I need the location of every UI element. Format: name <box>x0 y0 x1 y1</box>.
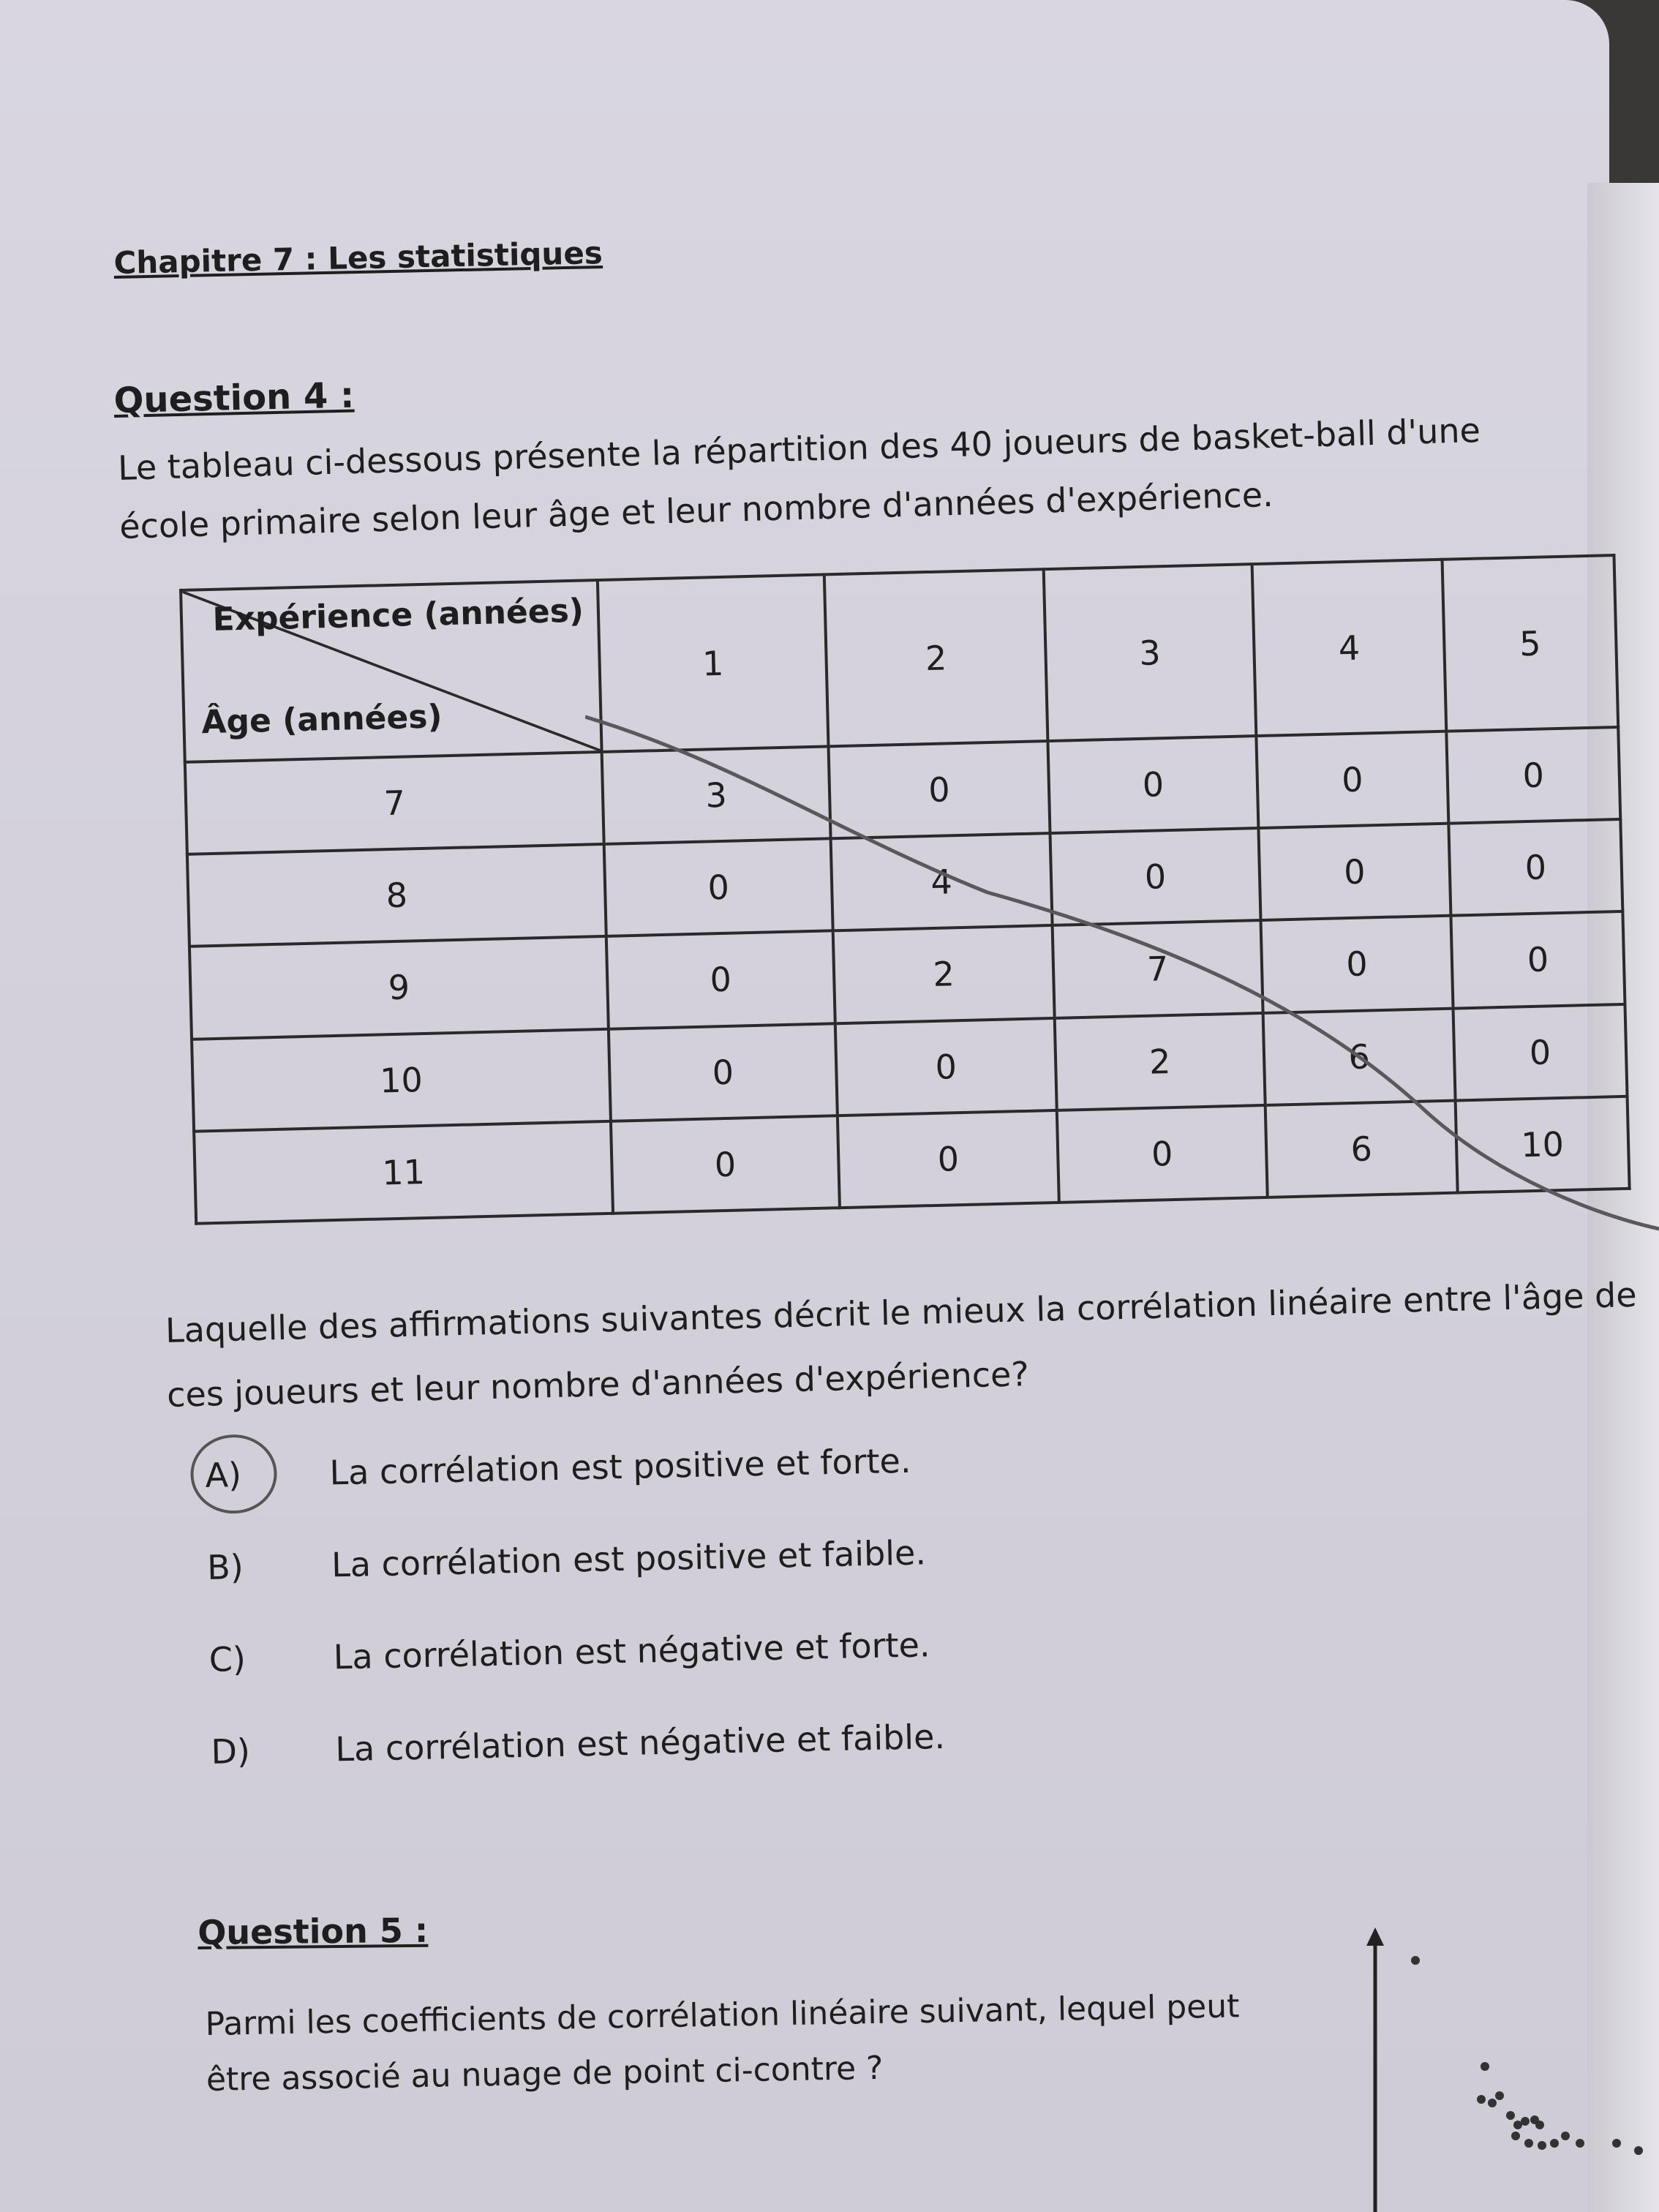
count-cell: 0 <box>1451 911 1625 1008</box>
column-header: 5 <box>1442 555 1619 731</box>
question4-intro: Le tableau ci-dessous présente la répartition des 40 joueurs de basket-ball d'une école primaire selon leur âge et leur nombre d'années d'expérience. <box>117 410 1481 546</box>
scatter-point <box>1612 2139 1621 2148</box>
scatter-point <box>1521 2117 1530 2126</box>
count-cell: 0 <box>1256 731 1448 829</box>
scatter-point <box>1524 2139 1533 2148</box>
chapter-title: Chapitre 7 : Les statistiques <box>113 235 603 281</box>
count-cell: 0 <box>1047 736 1258 833</box>
option-text: La corrélation est positive et faible. <box>331 1532 927 1585</box>
option-letter: B) <box>206 1546 244 1587</box>
count-cell: 0 <box>604 839 833 937</box>
question5-heading: Question 5 : <box>198 1910 429 1952</box>
scatter-point <box>1481 2062 1489 2071</box>
scatter-plot-thumbnail <box>1346 1924 1659 2212</box>
count-cell: 0 <box>1453 1004 1628 1100</box>
column-header: 1 <box>598 574 829 752</box>
scatter-point <box>1506 2111 1515 2120</box>
count-cell: 0 <box>838 1110 1059 1208</box>
scatter-point <box>1488 2099 1497 2107</box>
option-letter: C) <box>208 1639 247 1679</box>
scatter-point <box>1511 2132 1520 2140</box>
count-cell: 0 <box>1261 916 1453 1013</box>
count-cell: 0 <box>606 931 835 1029</box>
age-cell: 9 <box>189 936 609 1039</box>
column-header: 3 <box>1044 564 1257 741</box>
scatter-point <box>1495 2091 1504 2100</box>
option-text: La corrélation est négative et forte. <box>333 1625 930 1677</box>
option-letter: D) <box>210 1731 251 1772</box>
scatter-point <box>1477 2095 1486 2104</box>
option-text: La corrélation est positive et forte. <box>328 1440 911 1493</box>
option-letter: A) <box>205 1454 242 1495</box>
page-edge <box>1587 183 1659 2212</box>
scatter-point <box>1576 2139 1584 2148</box>
count-cell: 0 <box>835 1017 1057 1115</box>
experience-axis-label: Expérience (années) <box>212 592 584 639</box>
option-text: La corrélation est négative et faible. <box>334 1716 946 1769</box>
axis-arrow-icon <box>1366 1927 1384 1946</box>
count-cell: 0 <box>1258 824 1451 921</box>
column-header: 4 <box>1252 560 1447 736</box>
scatter-point <box>1634 2146 1643 2155</box>
age-experience-table <box>179 554 1631 1225</box>
age-cell: 7 <box>185 752 604 854</box>
table-header-row <box>181 555 1618 762</box>
answer-options <box>205 1433 1309 1824</box>
age-cell: 8 <box>187 844 606 947</box>
question5-text: Parmi les coefficients de corrélation linéaire suivant, lequel peut être associé au nuage de point ci-contre ? <box>205 1987 1240 2099</box>
scatter-point <box>1561 2132 1570 2140</box>
count-cell: 3 <box>602 746 831 844</box>
table-corner-cell <box>181 580 602 762</box>
data-table-container <box>179 554 1628 1225</box>
count-cell: 0 <box>611 1116 840 1214</box>
count-cell: 10 <box>1456 1096 1630 1193</box>
count-cell: 6 <box>1265 1100 1458 1197</box>
count-cell: 2 <box>1055 1013 1265 1110</box>
count-cell: 0 <box>1057 1105 1268 1203</box>
count-cell: 0 <box>1446 727 1620 824</box>
age-cell: 10 <box>192 1028 611 1131</box>
count-cell: 6 <box>1263 1008 1456 1105</box>
scatter-point <box>1535 2121 1544 2129</box>
column-header: 2 <box>824 569 1048 746</box>
count-cell: 0 <box>609 1023 838 1121</box>
count-cell: 4 <box>831 833 1053 930</box>
count-cell: 0 <box>829 741 1050 838</box>
count-cell: 0 <box>1448 819 1622 916</box>
count-cell: 2 <box>833 925 1055 1023</box>
count-cell: 0 <box>1050 828 1261 925</box>
scatter-point <box>1550 2139 1559 2148</box>
age-axis-label: Âge (années) <box>200 698 443 742</box>
scatter-point <box>1411 1956 1420 1965</box>
count-cell: 7 <box>1053 920 1263 1017</box>
age-cell: 11 <box>194 1121 613 1224</box>
question4-prompt: Laquelle des affirmations suivantes décrit le mieux la corrélation linéaire entre l'âge de ces joueurs et leur nombre d'années d'expérience? <box>165 1274 1638 1415</box>
scatter-point <box>1538 2141 1546 2150</box>
question4-heading: Question 4 : <box>113 375 355 421</box>
